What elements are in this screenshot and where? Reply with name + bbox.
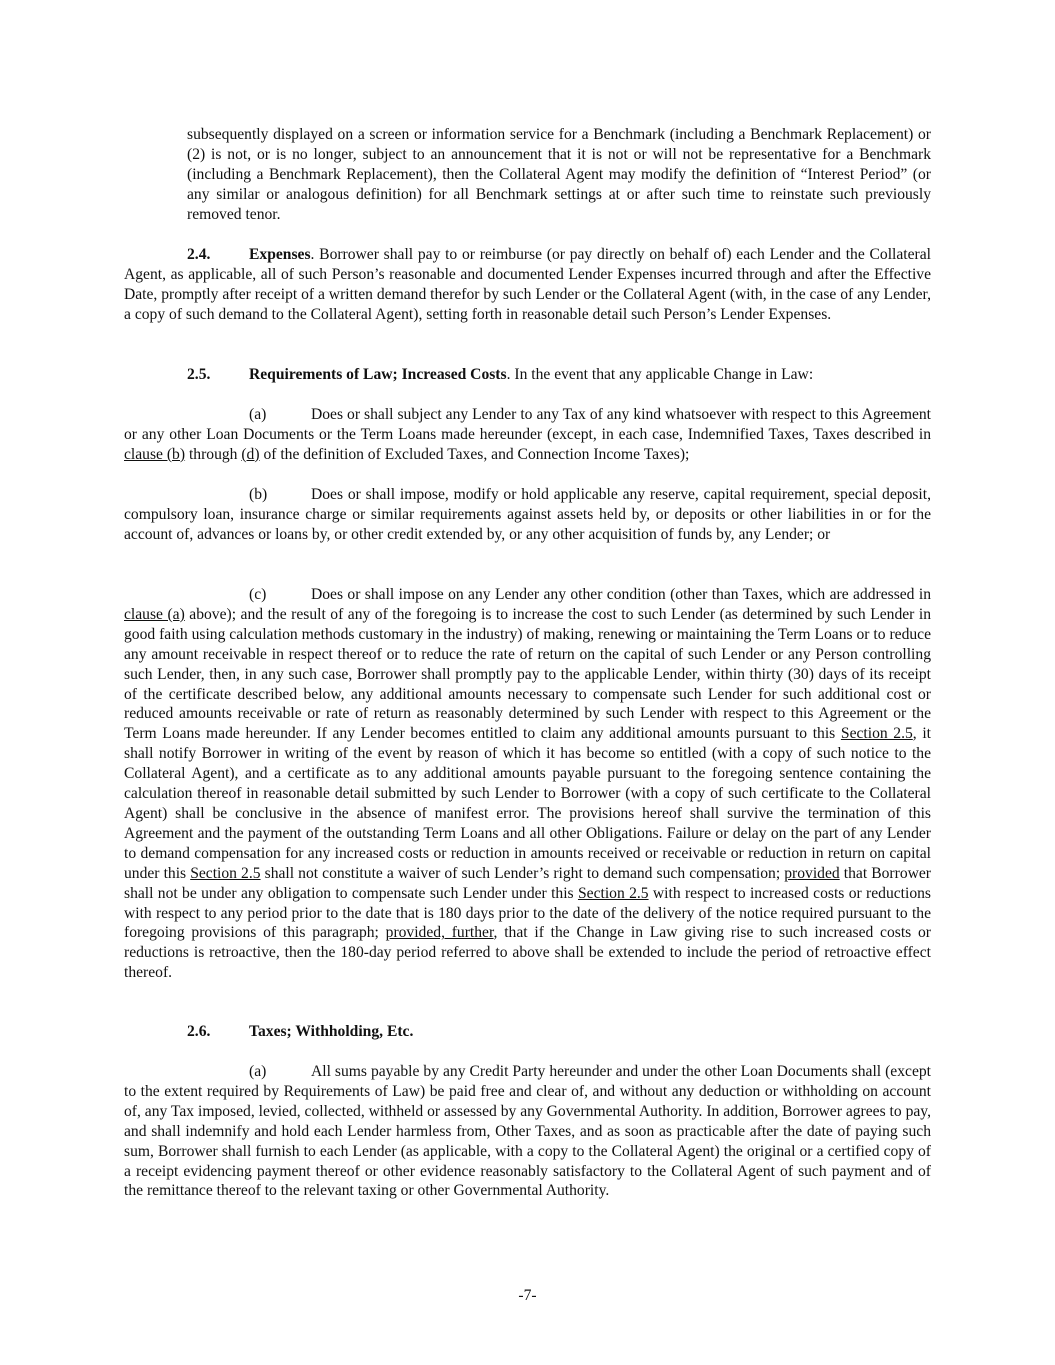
- paragraph-text: All sums payable by any Credit Party hereunder and under the other Loan Documents shall (except to the extent required by Requirements of Law) be paid free and clear of, and without any deduction or withholding on account of, any Tax imposed, levied, collected, withheld or assessed by any Governmental Authority. In addition, Borrower agrees to pay, and shall indemnify and hold each Lender harmless from, Other Taxes, and as soon as practicable after the date of paying such sum, Borrower shall furnish to each Lender (as applicable, with a copy to the Collateral Agent) the original or a certified copy of a receipt evidencing payment thereof or other evidence reasonably satisfactory to the Collateral Agent of such payment and of the remittance thereof to the relevant taxing or other Governmental Authority.: [124, 1063, 931, 1200]
- section-heading: Expenses: [249, 246, 311, 263]
- section-2-6-heading-paragraph: [124, 1022, 931, 1042]
- indent: [124, 486, 249, 503]
- section-heading: Requirements of Law; Increased Costs: [249, 366, 507, 383]
- paragraph-text: through: [185, 445, 242, 463]
- cross-reference-link[interactable]: clause (b): [124, 445, 186, 463]
- indent: [124, 366, 187, 383]
- clause-2-6-a-paragraph: [124, 1062, 931, 1201]
- clause-2-5-b-paragraph: [124, 485, 931, 545]
- paragraph-text: with respect to increased costs or reductions with respect to any period prior to the date that is 180 days prior to the date of the delivery of the notice required pursuant to the foregoing provisions of this paragraph;: [124, 884, 931, 942]
- intro-continuation-paragraph: [187, 125, 931, 225]
- indent: [124, 586, 249, 603]
- clause-2-5-a-paragraph: [124, 405, 931, 465]
- clause-label: (a): [249, 1063, 267, 1080]
- paragraph-text: above); and the result of any of the foregoing is to increase the cost to such Lender (as determined by such Lender in good faith using calculation methods customary in the industry) of making, renewing or maintaining the Term Loans or to reduce any amount receivable in respect thereof or to reduce the rate of return on the capital of such Lender or any Person controlling such Lender, then, in any such case, Borrower shall promptly pay to the applicable Lender, within thirty (30) days of its receipt of the certificate described below, any additional amounts necessary to compensate such Lender for such additional cost or reduced amounts receivable or rate of return as reasonably determined by such Lender with respect to this Agreement or the Term Loans made hereunder. If any Lender becomes entitled to claim any additional amounts pursuant to this: [124, 605, 931, 743]
- clause-2-5-c-paragraph: [124, 585, 931, 983]
- cross-reference-link[interactable]: Section 2.5: [577, 884, 649, 902]
- paragraph-text: that Borrower shall not be under any obligation to compensate such Lender under this: [124, 864, 931, 902]
- indent: [124, 246, 187, 263]
- section-number: 2.5.: [187, 366, 211, 383]
- indent: [124, 1023, 187, 1040]
- cross-reference-link[interactable]: Section 2.5: [840, 725, 913, 743]
- paragraph-text: subsequently displayed on a screen or information service for a Benchmark (including a Benchmark Replacement) or (2) is not, or is no longer, subject to an announcement that it is not or will not be representative for a Benchmark (including a Benchmark Replacement), then the Collateral Agent may modify the definition of “Interest Period” (or any similar or analogous definition) for all Benchmark settings at or after such time to reinstate such previously removed tenor.: [187, 126, 931, 223]
- section-number: 2.4.: [187, 246, 211, 263]
- paragraph-text: Does or shall impose, modify or hold applicable any reserve, capital requirement, special deposit, compulsory loan, insurance charge or similar requirements against assets held by, or deposits or other liabilities in or for the account of, advances or loans by, or other credit extended by, or any other acquisition of funds by, any Lender; or: [124, 486, 931, 543]
- cross-reference-link[interactable]: Section 2.5: [190, 864, 261, 882]
- section-2-4-paragraph: [124, 245, 931, 325]
- defined-term-underlined: provided: [784, 864, 840, 882]
- cross-reference-link[interactable]: clause (a): [124, 605, 185, 623]
- clause-label: (a): [249, 406, 267, 423]
- indent: [124, 406, 249, 423]
- paragraph-text: shall not constitute a waiver of such Lender’s right to demand such compensation;: [260, 864, 785, 882]
- page-number: -7-: [518, 1287, 537, 1304]
- paragraph-text: , it shall notify Borrower in writing of the event by reason of which it has become so entitled (with a copy of such notice to the Collateral Agent), and a certificate as to any additional amounts payable pursuant to the foregoing sentence containing the calculation thereof in reasonable detail submitted by such Lender to Borrower (with a copy of such certificate to the Collateral Agent) shall be conclusive in the absence of manifest error. The provisions hereof shall survive the termination of this Agreement and the payment of the outstanding Term Loans and all other Obligations. Failure or delay on the part of any Lender to demand compensation for any increased costs or reduction in amounts received or receivable or reduction in return on capital under this: [124, 725, 931, 882]
- section-number: 2.6.: [187, 1023, 211, 1040]
- section-2-5-paragraph: [124, 365, 931, 385]
- clause-label: (b): [249, 486, 268, 503]
- indent: [124, 1063, 249, 1080]
- cross-reference-link[interactable]: (d): [241, 445, 260, 463]
- paragraph-text: . Borrower shall pay to or reimburse (or pay directly on behalf of) each Lender and the Collateral Agent, as applicable, all of such Person’s reasonable and documented Lender Expenses incurred through and after the Effective Date, promptly after receipt of a written demand therefor by such Lender or the Collateral Agent (with, in the case of any Lender, a copy of such demand to the Collateral Agent), setting forth in reasonable detail such Person’s Lender Expenses.: [124, 246, 931, 323]
- paragraph-text: Does or shall impose on any Lender any other condition (other than Taxes, which are addressed in: [311, 586, 931, 603]
- paragraph-text: of the definition of Excluded Taxes, and Connection Income Taxes);: [259, 445, 690, 463]
- paragraph-text: . In the event that any applicable Change in Law:: [506, 366, 814, 383]
- clause-label: (c): [249, 586, 267, 603]
- section-heading: Taxes; Withholding, Etc.: [249, 1023, 414, 1040]
- paragraph-text: , that if the Change in Law giving rise to such increased costs or reductions is retroactive, then the 180-day period referred to above shall be extended to include the period of retroactive effect thereof.: [124, 924, 931, 982]
- paragraph-text: Does or shall subject any Lender to any Tax of any kind whatsoever with respect to this Agreement or any other Loan Documents or the Term Loans made hereunder (except, in each case, Indemnified Taxes, Taxes described in: [124, 406, 931, 443]
- defined-term-underlined: provided, further: [385, 924, 494, 942]
